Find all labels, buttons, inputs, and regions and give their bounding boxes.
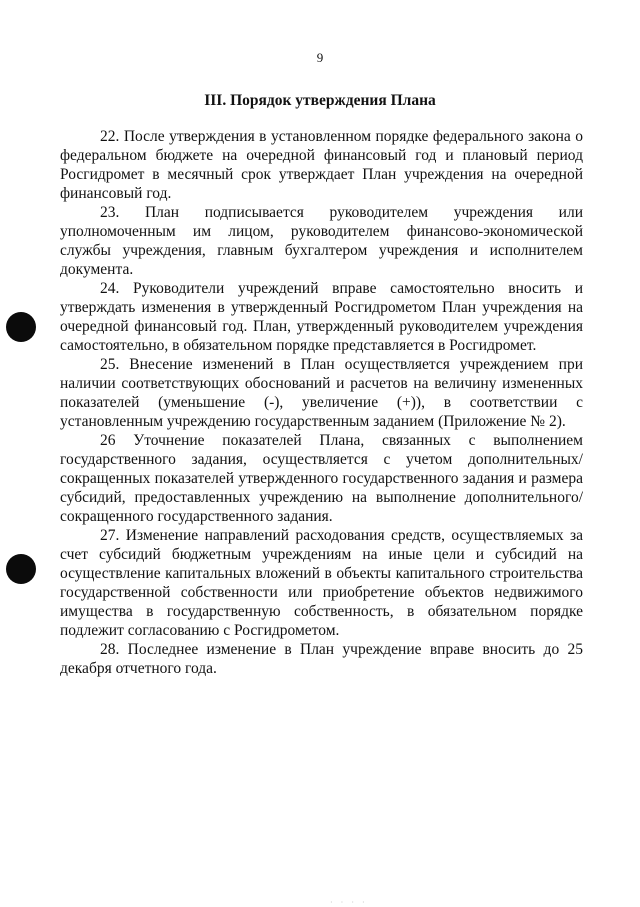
paragraph-26: 26 Уточнение показателей Плана, связанных с выполнением государственного задания, осуществляется с учетом дополнительных/сокращенных показателей утвержденного государственного задания и размера субсидий, предоставленных учреждению на выполнение дополнительного/сокращенного государственного задания. — [60, 432, 583, 525]
scan-edge-artifact: · · · · — [330, 898, 368, 907]
page-number: 9 — [316, 50, 324, 65]
paragraph-23: 23. План подписывается руководителем учреждения или уполномоченным им лицом, руководителем финансово-экономической службы учреждения, главным бухгалтером учреждения и исполнителем документа. — [60, 204, 583, 278]
section-title: III. Порядок утверждения Плана — [204, 92, 436, 109]
paragraph-24: 24. Руководители учреждений вправе самостоятельно вносить и утверждать изменения в утвержденный Росгидрометом План учреждения на очередной финансовый год. План, утвержденный руководителем учреждения самостоятельно, в обязательном порядке представляется в Росгидромет. — [60, 280, 583, 354]
paragraph-28: 28. Последнее изменение в План учреждение вправе вносить до 25 декабря отчетного года. — [60, 641, 583, 677]
document-body — [60, 127, 583, 678]
paragraph-22: 22. После утверждения в установленном порядке федерального закона о федеральном бюджете на очередной финансовый год и плановый период Росгидромет в месячный срок утверждает План учреждения на очередной финансовый год. — [60, 128, 583, 202]
punch-hole-bottom — [6, 554, 36, 584]
paragraph-25: 25. Внесение изменений в План осуществляется учреждением при наличии соответствующих обоснований и расчетов на величину измененных показателей (уменьшение (-), увеличение (+)), в соответствии с установленным учреждению государственным заданием (Приложение № 2). — [60, 356, 583, 430]
paragraph-27: 27. Изменение направлений расходования средств, осуществляемых за счет субсидий бюджетным учреждениям на иные цели и субсидий на осуществление капитальных вложений в объекты капитального строительства государственной собственности или приобретение объектов недвижимого имущества в государственную собственность, в обязательном порядке подлежит согласованию с Росгидрометом. — [60, 527, 583, 639]
punch-hole-top — [6, 312, 36, 342]
